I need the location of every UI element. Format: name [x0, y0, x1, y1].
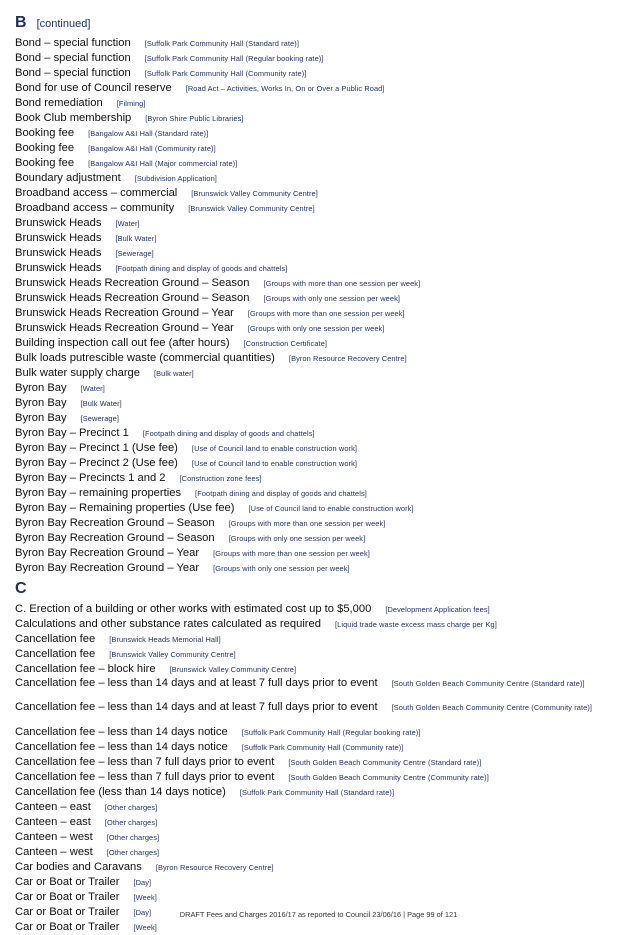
entry-reference: [Brunswick Heads Memorial Hall]	[109, 635, 221, 644]
index-entry	[15, 632, 625, 647]
entry-term: Byron Bay – Precinct 2 (Use fee)	[15, 457, 178, 469]
entry-term: Bulk loads putrescible waste (commercial quantities)	[15, 352, 275, 364]
section-c	[15, 580, 625, 935]
index-entry	[15, 396, 625, 411]
index-entry	[15, 336, 625, 351]
entry-reference: [Other charges]	[106, 833, 160, 842]
entry-term: Brunswick Heads	[15, 217, 102, 229]
index-entry	[15, 602, 625, 617]
entry-term: Brunswick Heads Recreation Ground – Season	[15, 277, 250, 289]
entry-term: Car or Boat or Trailer	[15, 906, 120, 918]
index-entry	[15, 246, 625, 261]
entry-term: Bond – special function	[15, 37, 131, 49]
entry-reference: [Footpath dining and display of goods and chattels]	[195, 489, 367, 498]
entry-term: Canteen – west	[15, 831, 93, 843]
index-entry	[15, 890, 625, 905]
entry-reference: [Day]	[133, 878, 152, 887]
entry-term: C. Erection of a building or other works with estimated cost up to $5,000	[15, 603, 372, 615]
entry-reference: [Development Application fees]	[385, 605, 490, 614]
entry-reference: [Brunswick Valley Community Centre]	[188, 204, 315, 213]
entry-reference: [Liquid trade waste excess mass charge per Kg]	[334, 620, 497, 629]
entry-term: Bulk water supply charge	[15, 367, 140, 379]
index-entry	[15, 677, 625, 701]
index-entry	[15, 306, 625, 321]
entry-reference: [Groups with only one session per week]	[213, 564, 350, 573]
index-entry	[15, 351, 625, 366]
entry-term: Bond for use of Council reserve	[15, 82, 172, 94]
entry-reference: [Byron Resource Recovery Centre]	[288, 354, 407, 363]
entry-term: Car bodies and Caravans	[15, 861, 142, 873]
entry-term: Byron Bay – Precincts 1 and 2	[15, 472, 166, 484]
index-entry	[15, 411, 625, 426]
entry-term: Book Club membership	[15, 112, 132, 124]
index-entry	[15, 366, 625, 381]
entry-reference: [Suffolk Park Community Hall (Regular booking rate)]	[241, 728, 421, 737]
index-entry	[15, 261, 625, 276]
entry-term: Cancellation fee	[15, 633, 96, 645]
entry-term: Car or Boat or Trailer	[15, 921, 120, 933]
entry-term: Byron Bay – remaining properties	[15, 487, 182, 499]
index-entry	[15, 800, 625, 815]
section-letter: C	[15, 580, 27, 597]
entry-reference: [Bangalow A&I Hall (Standard rate)]	[88, 129, 209, 138]
entry-reference: [Filming]	[116, 99, 146, 108]
index-page	[15, 14, 625, 935]
entry-term: Canteen – east	[15, 816, 91, 828]
entry-term: Byron Bay Recreation Ground – Season	[15, 532, 215, 544]
index-entry	[15, 531, 625, 546]
entry-reference: [Bulk Water]	[80, 399, 122, 408]
index-entry	[15, 51, 625, 66]
entry-reference: [Groups with more than one session per week]	[247, 309, 405, 318]
entry-reference: [Week]	[133, 923, 157, 932]
entry-reference: [Day]	[133, 908, 152, 917]
index-entry	[15, 321, 625, 336]
entry-term: Byron Bay – Precinct 1	[15, 427, 129, 439]
entry-reference: [Subdivision Application]	[134, 174, 217, 183]
index-entry	[15, 860, 625, 875]
entry-reference: [Footpath dining and display of goods and chattels]	[142, 429, 315, 438]
index-entry	[15, 126, 625, 141]
index-entry	[15, 441, 625, 456]
entry-term: Cancellation fee – less than 14 days and at least 7 full days prior to event	[15, 677, 378, 689]
entry-reference: [South Golden Beach Community Centre (Standard rate)]	[288, 758, 482, 767]
entry-term: Byron Bay Recreation Ground – Year	[15, 562, 200, 574]
entry-reference: [Suffolk Park Community Hall (Regular booking rate)]	[144, 54, 324, 63]
entry-reference: [South Golden Beach Community Centre (Community rate)]	[391, 703, 593, 712]
index-entry	[15, 845, 625, 860]
index-entry	[15, 381, 625, 396]
entry-reference: [Groups with more than one session per week]	[228, 519, 386, 528]
entry-reference: [Brunswick Valley Community Centre]	[169, 665, 297, 674]
entry-reference: [Byron Resource Recovery Centre]	[155, 863, 274, 872]
entry-reference: [Brunswick Valley Community Centre]	[191, 189, 318, 198]
entry-term: Cancellation fee – less than 14 days notice	[15, 741, 228, 753]
entry-reference: [Bangalow A&I Hall (Community rate)]	[88, 144, 216, 153]
entry-term: Byron Bay Recreation Ground – Year	[15, 547, 200, 559]
entry-reference: [Use of Council land to enable construction work]	[248, 504, 414, 513]
continued-label: [continued]	[36, 18, 91, 30]
entry-term: Cancellation fee – less than 7 full days prior to event	[15, 756, 275, 768]
entry-reference: [Sewerage]	[80, 414, 120, 423]
entry-term: Broadband access – community	[15, 202, 175, 214]
index-entry	[15, 546, 625, 561]
entry-reference: [Other charges]	[104, 818, 158, 827]
index-entry	[15, 662, 625, 677]
entry-reference: [Other charges]	[104, 803, 158, 812]
index-entry	[15, 701, 625, 725]
entry-term: Bond – special function	[15, 52, 131, 64]
entry-reference: [Bangalow A&I Hall (Major commercial rate)]	[88, 159, 238, 168]
index-entry	[15, 815, 625, 830]
entry-term: Byron Bay	[15, 397, 67, 409]
entry-term: Cancellation fee – block hire	[15, 663, 156, 675]
entry-term: Cancellation fee – less than 7 full days prior to event	[15, 771, 275, 783]
entry-reference: [Bulk Water]	[115, 234, 157, 243]
entry-reference: [Use of Council land to enable construction work]	[191, 459, 358, 468]
entry-term: Canteen – west	[15, 846, 93, 858]
index-entry	[15, 516, 625, 531]
index-entry	[15, 486, 625, 501]
index-entry	[15, 830, 625, 845]
entry-reference: [Groups with only one session per week]	[228, 534, 366, 543]
entry-term: Byron Bay	[15, 412, 67, 424]
page-footer: DRAFT Fees and Charges 2016/17 as reported to Council 23/06/16 | Page 99 of 121	[179, 910, 458, 919]
index-entry	[15, 291, 625, 306]
index-entry	[15, 617, 625, 632]
entry-term: Booking fee	[15, 142, 75, 154]
entry-reference: [Footpath dining and display of goods and chattels]	[115, 264, 288, 273]
entry-reference: [Suffolk Park Community Hall (Standard rate)]	[239, 788, 395, 797]
entry-term: Brunswick Heads Recreation Ground – Year	[15, 322, 234, 334]
entry-reference: [Groups with more than one session per week]	[213, 549, 370, 558]
entry-reference: [Brunswick Valley Community Centre]	[109, 650, 236, 659]
entry-term: Byron Bay – Precinct 1 (Use fee)	[15, 442, 178, 454]
entry-term: Brunswick Heads	[15, 232, 102, 244]
index-entry	[15, 456, 625, 471]
entry-reference: [Groups with only one session per week]	[247, 324, 385, 333]
entry-term: Brunswick Heads	[15, 262, 102, 274]
entry-reference: [Suffolk Park Community Hall (Community rate)]	[144, 69, 307, 78]
entry-reference: [Other charges]	[106, 848, 160, 857]
index-entry	[15, 875, 625, 890]
entry-term: Cancellation fee – less than 14 days notice	[15, 726, 228, 738]
index-entry	[15, 66, 625, 81]
index-entry	[15, 141, 625, 156]
index-entry	[15, 111, 625, 126]
entry-reference: [Week]	[133, 893, 157, 902]
entry-reference: [Suffolk Park Community Hall (Standard rate)]	[144, 39, 299, 48]
entry-term: Boundary adjustment	[15, 172, 121, 184]
index-entry	[15, 96, 625, 111]
index-entry	[15, 426, 625, 441]
index-entry	[15, 725, 625, 740]
entry-reference: [Bulk water]	[154, 369, 194, 378]
index-entry	[15, 201, 625, 216]
entry-term: Canteen – east	[15, 801, 91, 813]
entry-term: Byron Bay	[15, 382, 67, 394]
entry-reference: [Construction zone fees]	[179, 474, 262, 483]
index-entry	[15, 156, 625, 171]
entry-list	[15, 36, 625, 576]
index-entry	[15, 501, 625, 516]
section-letter: B	[15, 14, 27, 31]
index-entry	[15, 770, 625, 785]
entry-term: Building inspection call out fee (after hours)	[15, 337, 230, 349]
entry-term: Calculations and other substance rates calculated as required	[15, 618, 321, 630]
entry-term: Car or Boat or Trailer	[15, 891, 120, 903]
section-heading	[15, 14, 625, 36]
entry-term: Booking fee	[15, 157, 75, 169]
entry-reference: [Use of Council land to enable construction work]	[191, 444, 358, 453]
entry-term: Broadband access – commercial	[15, 187, 178, 199]
entry-reference: [Water]	[80, 384, 105, 393]
entry-reference: [Sewerage]	[115, 249, 154, 258]
entry-term: Byron Bay Recreation Ground – Season	[15, 517, 215, 529]
entry-reference: [Road Act – Activities, Works In, On or Over a Public Road]	[185, 84, 385, 93]
index-entry	[15, 171, 625, 186]
entry-term: Bond remediation	[15, 97, 103, 109]
index-entry	[15, 186, 625, 201]
entry-term: Brunswick Heads Recreation Ground – Season	[15, 292, 250, 304]
index-entry	[15, 36, 625, 51]
index-entry	[15, 755, 625, 770]
entry-term: Booking fee	[15, 127, 75, 139]
entry-term: Bond – special function	[15, 67, 131, 79]
index-entry	[15, 231, 625, 246]
entry-term: Brunswick Heads Recreation Ground – Year	[15, 307, 234, 319]
index-entry	[15, 276, 625, 291]
entry-reference: [Construction Certificate]	[243, 339, 328, 348]
entry-term: Car or Boat or Trailer	[15, 876, 120, 888]
entry-term: Brunswick Heads	[15, 247, 102, 259]
index-entry	[15, 920, 625, 935]
entry-term: Cancellation fee – less than 14 days and at least 7 full days prior to event	[15, 701, 378, 713]
entry-reference: [South Golden Beach Community Centre (Standard rate)]	[391, 679, 585, 688]
section-heading	[15, 580, 625, 602]
entry-reference: [Water]	[115, 219, 140, 228]
entry-reference: [Suffolk Park Community Hall (Community rate)]	[241, 743, 404, 752]
entry-term: Byron Bay – Remaining properties (Use fee)	[15, 502, 235, 514]
entry-reference: [Groups with only one session per week]	[263, 294, 401, 303]
entry-term: Cancellation fee	[15, 648, 96, 660]
index-entry	[15, 471, 625, 486]
index-entry	[15, 561, 625, 576]
index-entry	[15, 81, 625, 96]
index-entry	[15, 740, 625, 755]
entry-list	[15, 602, 625, 935]
entry-reference: [South Golden Beach Community Centre (Community rate)]	[288, 773, 489, 782]
index-entry	[15, 216, 625, 231]
entry-reference: [Groups with more than one session per week]	[263, 279, 421, 288]
entry-term: Cancellation fee (less than 14 days notice)	[15, 786, 226, 798]
entry-reference: [Byron Shire Public Libraries]	[145, 114, 244, 123]
index-entry	[15, 785, 625, 800]
section-b	[15, 14, 625, 576]
index-entry	[15, 647, 625, 662]
